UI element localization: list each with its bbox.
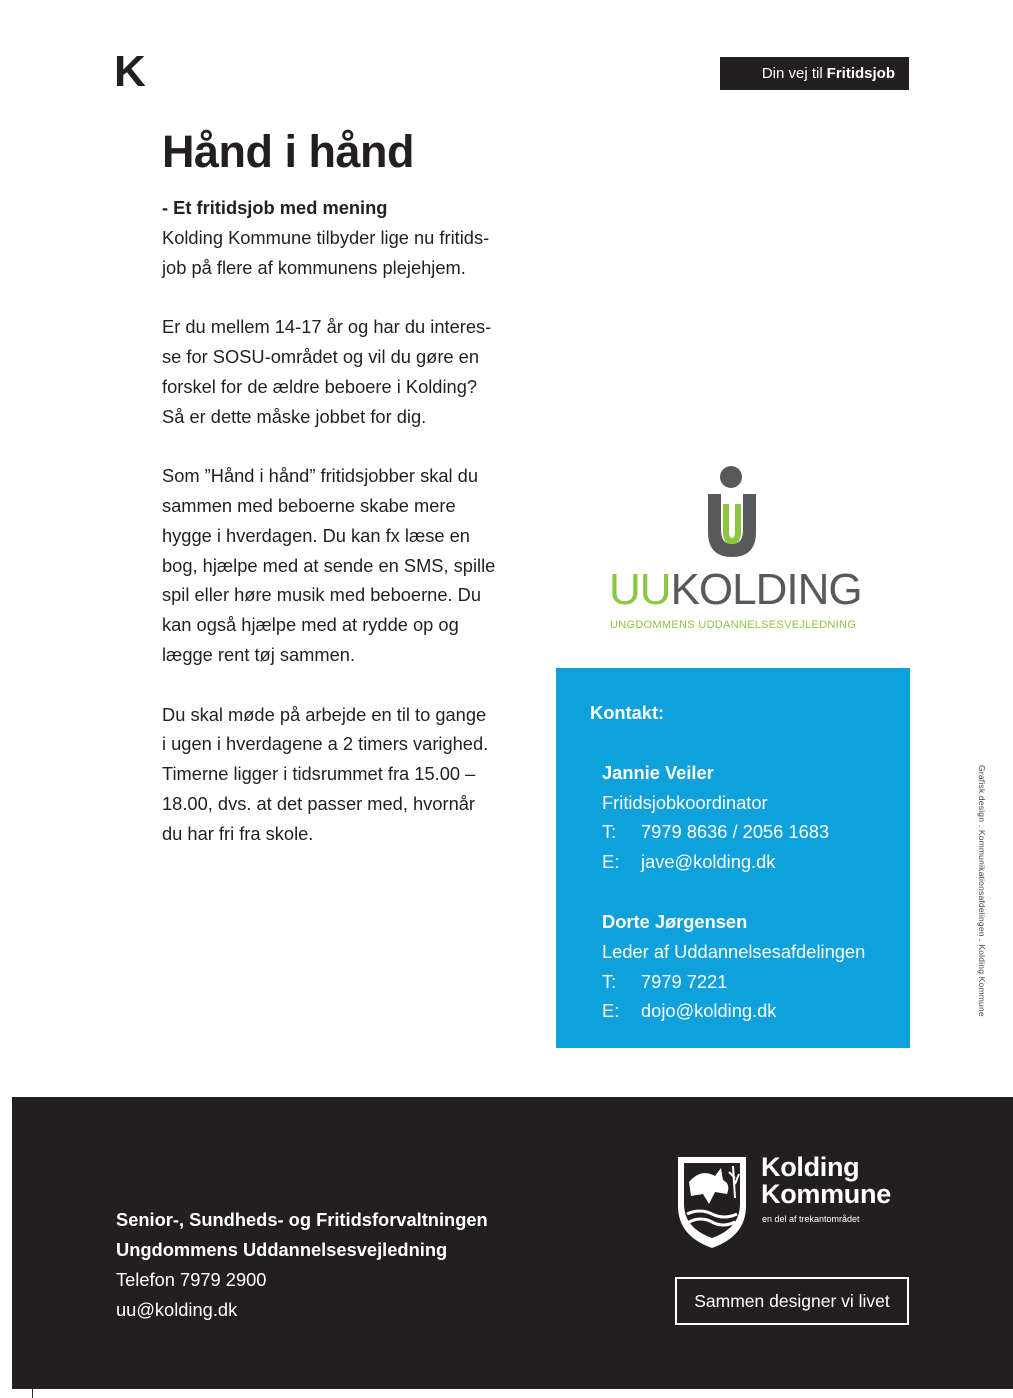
brand-line-2: Kommune (761, 1179, 891, 1209)
tag-prefix: Din vej til (761, 65, 823, 82)
person-role: Fritidsjobkoordinator (602, 791, 768, 813)
contact-box (556, 668, 910, 1048)
footer-contact (116, 1205, 488, 1325)
brand-line-1: Kolding (761, 1152, 860, 1182)
kolding-kommune-wordmark (761, 1154, 891, 1208)
contact-person (590, 907, 910, 1026)
article-paragraph: Er du mellem 14-17 år og har du interes- se for SOSU-området og vil du gøre en forskel for de ældre beboere i Kolding? Så er dette måske jobbet for dig. (162, 316, 492, 427)
design-credit: Grafisk design . Kommunikationsafdelingen . Kolding Kommune (977, 765, 987, 1017)
contact-person (590, 758, 910, 877)
footer-unit: Ungdommens Uddannelsesvejledning (116, 1239, 448, 1260)
page-title: Hånd i hånd (162, 126, 414, 177)
person-phone[interactable]: 7979 8636 / 2056 1683 (641, 821, 830, 843)
footer-email[interactable]: uu@kolding.dk (116, 1299, 238, 1320)
contact-heading: Kontakt: (590, 702, 665, 723)
person-email-row (602, 996, 910, 1026)
tag-bold: Fritidsjob (826, 65, 895, 82)
article-body (162, 193, 522, 878)
crop-mark (32, 1389, 33, 1398)
uu-tagline: UNGDOMMENS UDDANNELSESVEJLEDNING (610, 619, 857, 631)
footer-department: Senior-, Sundheds- og Fritidsforvaltningen (116, 1209, 488, 1230)
phone-label: T: (602, 821, 617, 843)
person-email-row (602, 847, 910, 877)
header-tag (720, 57, 909, 90)
person-name: Jannie Veiler (602, 761, 714, 783)
email-label: E: (602, 1000, 620, 1022)
person-phone[interactable]: 7979 7221 (641, 970, 728, 992)
person-phone-row (602, 967, 910, 997)
uu-kolding-wordmark (609, 565, 862, 614)
article-paragraph: Som ”Hånd i hånd” fritidsjobber skal du sammen med beboerne skabe mere hygge i hverdagen. Du kan fx læse en bog, hjælpe med at sende en SMS, spille spil eller høre musik med beboerne. Du kan også hjælpe med at rydde op og lægge rent tøj sammen. (162, 465, 496, 665)
email-label: E: (602, 851, 620, 873)
slogan-box: Sammen designer vi livet (675, 1277, 909, 1325)
article-paragraph: Kolding Kommune tilbyder lige nu fritids- job på flere af kommunens plejehjem. (162, 226, 490, 278)
uu-text: UU (609, 565, 671, 614)
kolding-text: KOLDING (670, 565, 862, 614)
phone-label: T: (602, 970, 617, 992)
person-email[interactable]: dojo@kolding.dk (641, 1000, 777, 1022)
person-phone-row (602, 817, 910, 847)
kolding-shield-icon (675, 1154, 749, 1250)
article-paragraph: Du skal møde på arbejde en til to gange i ugen i hverdagene a 2 timers varighed. Timerne ligger i tidsrummet fra 15.00 – 18.00, dvs. at det passer med, hvornår du har fri fra skole. (162, 703, 489, 844)
footer (12, 1097, 1013, 1389)
kolding-k-logo: K (114, 47, 146, 96)
person-role: Leder af Uddannelsesafdelingen (602, 940, 866, 962)
brand-subline: en del af trekantområdet (762, 1214, 860, 1224)
footer-phone[interactable]: Telefon 7979 2900 (116, 1269, 267, 1290)
person-name: Dorte Jørgensen (602, 910, 748, 932)
person-email[interactable]: jave@kolding.dk (641, 851, 776, 873)
article-subtitle: - Et fritidsjob med mening (162, 197, 388, 218)
